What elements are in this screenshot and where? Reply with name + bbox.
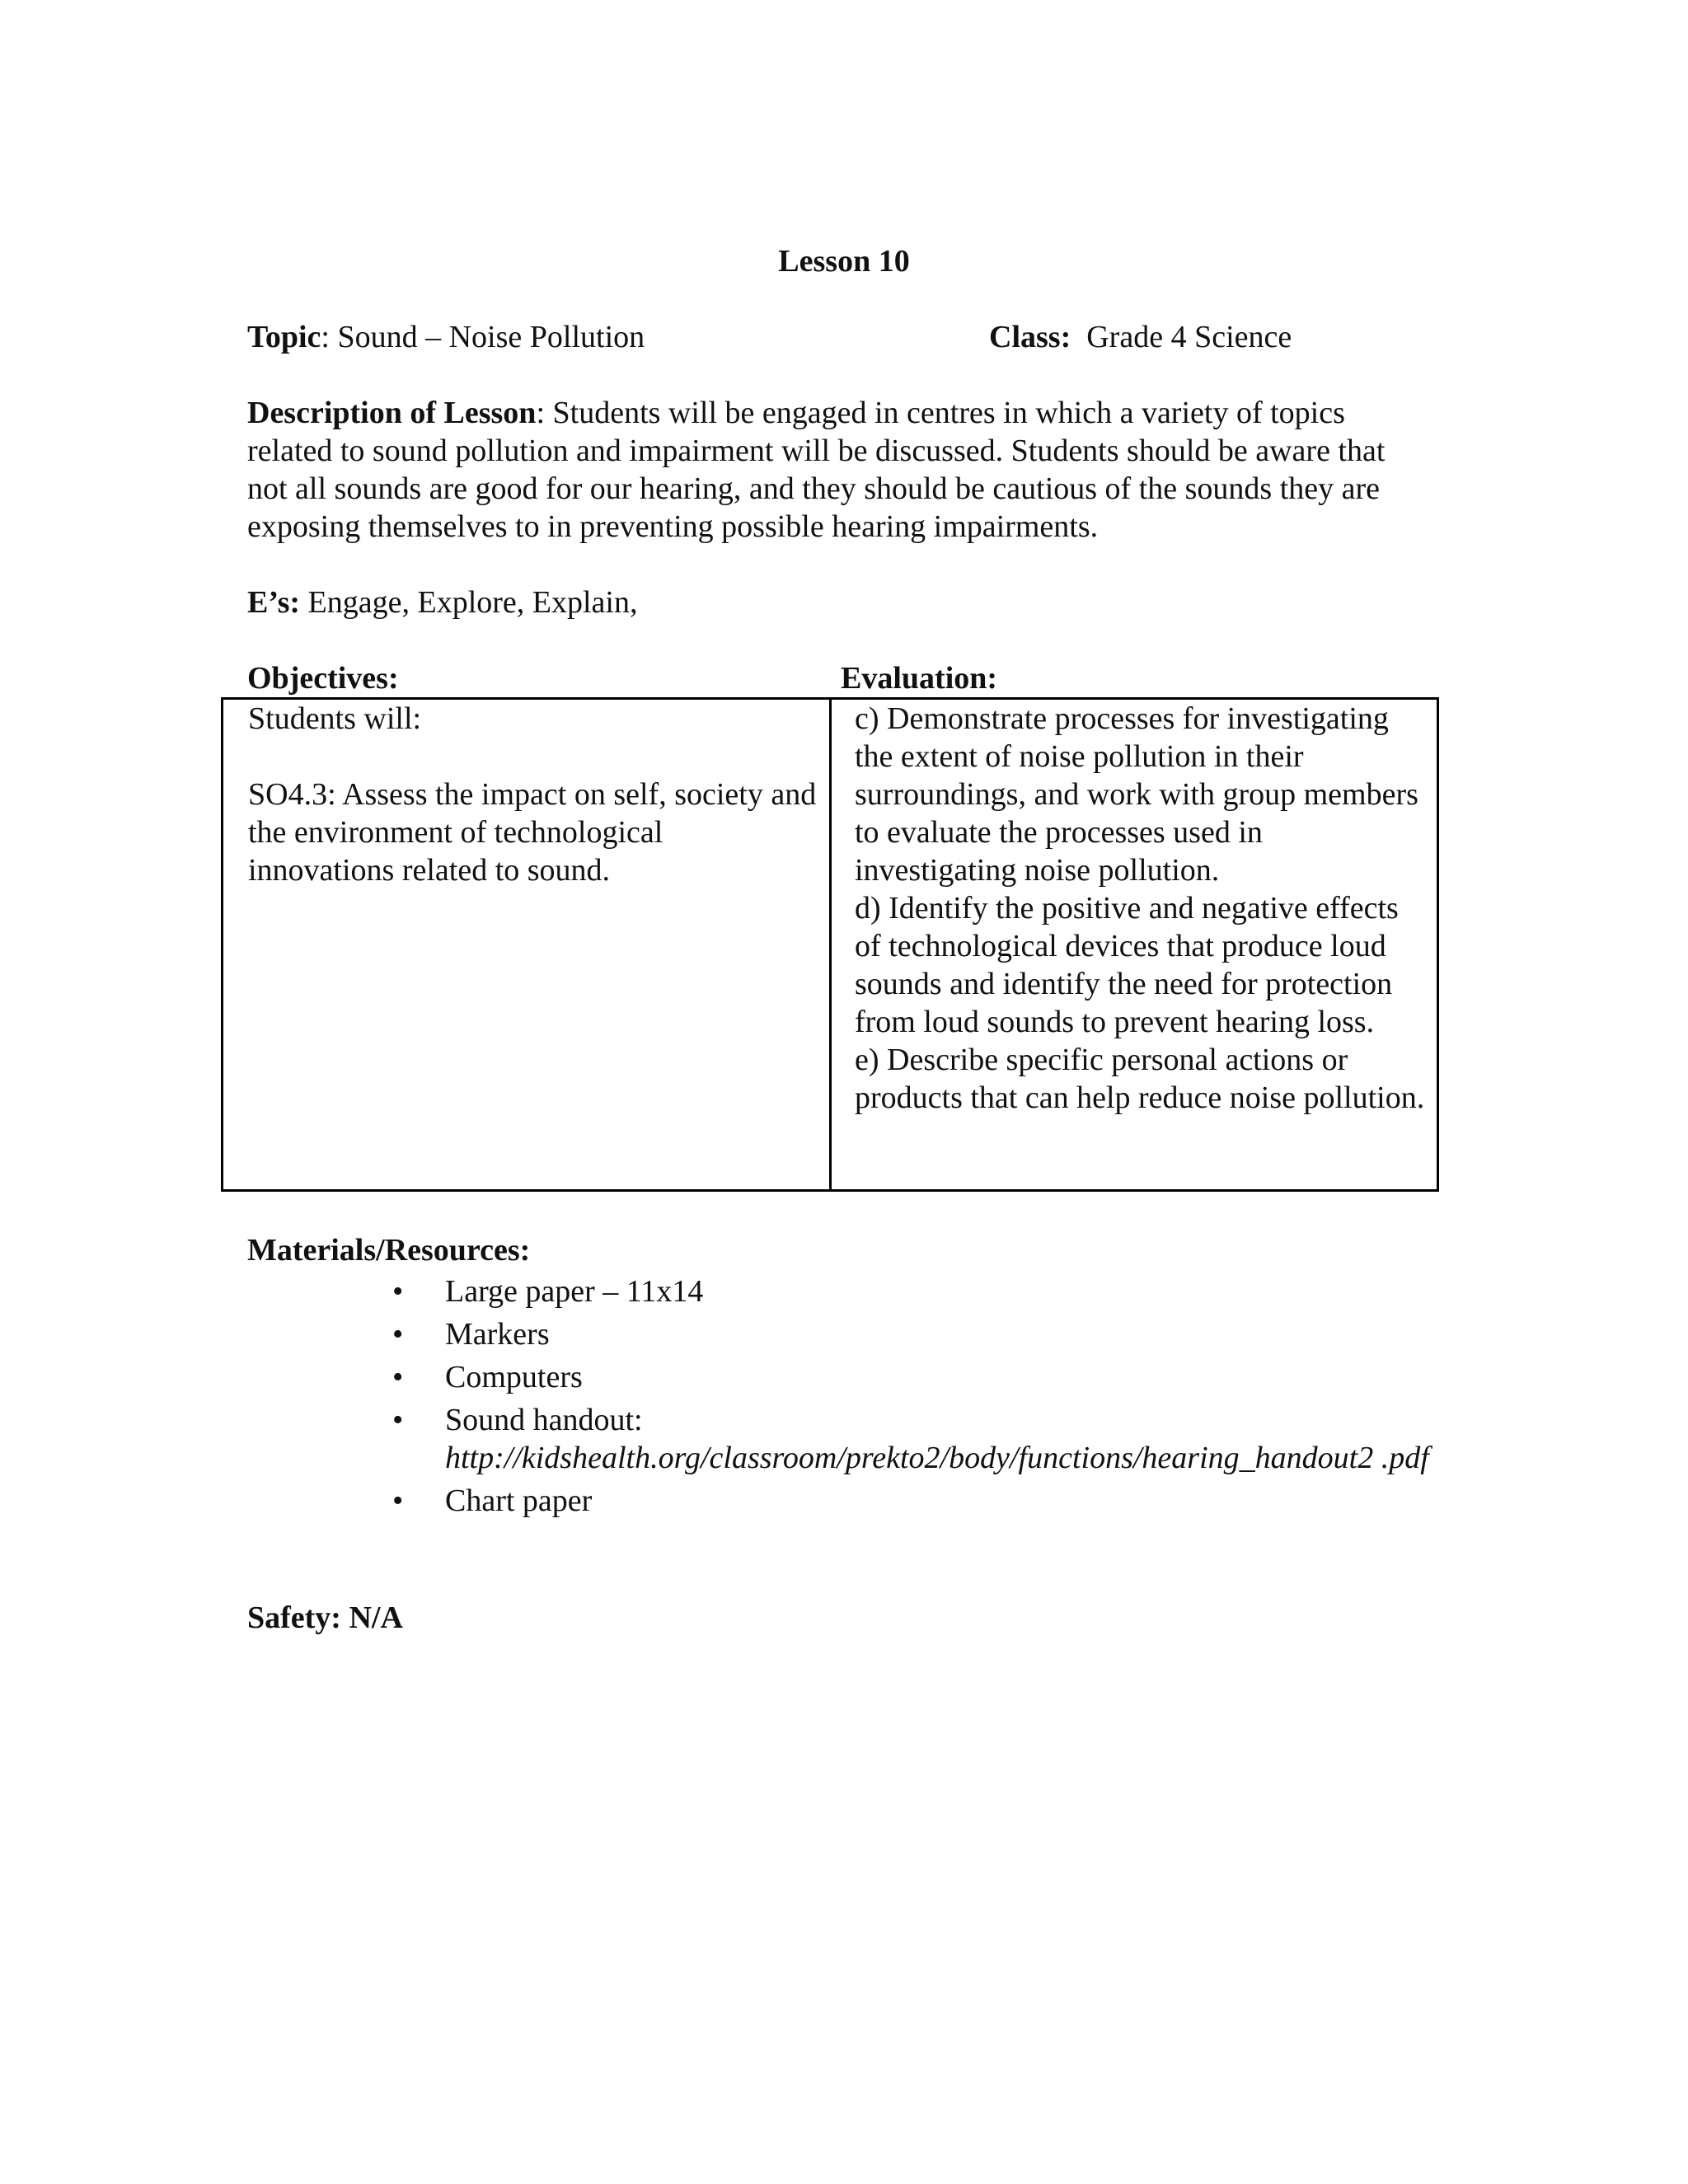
list-item xyxy=(247,1482,1442,1520)
class-value: Grade 4 Science xyxy=(1086,320,1292,354)
objectives-cell xyxy=(248,700,817,889)
es-value: Engage, Explore, Explain, xyxy=(307,585,638,620)
evaluation-item: e) Describe specific personal actions or products that can help reduce noise pollution. xyxy=(855,1043,1425,1115)
objectives-heading: Objectives: xyxy=(247,661,399,696)
table-divider xyxy=(829,700,832,1189)
evaluation-item: d) Identify the positive and negative effects of technological devices that produce loud sounds and identify the need for protection from loud sounds to prevent hearing loss. xyxy=(855,891,1399,1039)
es-label: E’s: xyxy=(247,585,301,620)
class-label: Class: xyxy=(989,320,1071,354)
bullet-icon: • xyxy=(392,1317,404,1352)
topic-line xyxy=(247,318,645,356)
evaluation-cell xyxy=(855,700,1432,1117)
lesson-title: Lesson 10 xyxy=(778,244,910,279)
description-text: : Students will be engaged in centres in which a variety of topics related to sound pollution and impairment will be discussed. Students should be aware that not all sounds are good for our hearing, and they should be cautious of the sounds they are exposing themselves to in preventing possible hearing impairments. xyxy=(247,396,1386,544)
list-item xyxy=(247,1401,1442,1477)
topic-label: Topic xyxy=(247,320,321,354)
bullet-icon: • xyxy=(392,1483,404,1518)
materials-list xyxy=(247,1272,1442,1525)
lesson-description xyxy=(247,394,1418,546)
es-line xyxy=(247,583,637,621)
bullet-icon: • xyxy=(392,1360,404,1394)
evaluation-heading: Evaluation: xyxy=(841,661,998,696)
topic-value: : Sound – Noise Pollution xyxy=(321,320,645,354)
objective-item: SO4.3: Assess the impact on self, society and the environment of technological innovations related to sound. xyxy=(248,777,817,888)
objectives-intro: Students will: xyxy=(248,701,422,736)
list-item xyxy=(247,1272,1442,1310)
list-item xyxy=(247,1315,1442,1353)
objectives-evaluation-table xyxy=(221,697,1439,1192)
bullet-icon: • xyxy=(392,1403,404,1437)
material-label: Markers xyxy=(445,1317,550,1352)
evaluation-item: c) Demonstrate processes for investigating the extent of noise pollution in their surroundings, and work with group members to evaluate the processes used in investigating noise pollution. xyxy=(855,701,1418,888)
list-item xyxy=(247,1358,1442,1396)
material-label: Sound handout: xyxy=(445,1403,643,1437)
class-line xyxy=(989,318,1292,356)
bullet-icon: • xyxy=(392,1274,404,1309)
description-label: Description of Lesson xyxy=(247,396,537,430)
spacer xyxy=(248,738,817,776)
materials-heading: Materials/Resources: xyxy=(247,1233,531,1268)
material-label: Computers xyxy=(445,1360,583,1394)
safety-line: Safety: N/A xyxy=(247,1601,403,1635)
material-label: Large paper – 11x14 xyxy=(445,1274,704,1309)
handout-link[interactable]: http://kidshealth.org/classroom/prekto2/body/functions/hearing_handout2 .pdf xyxy=(445,1441,1429,1475)
material-label: Chart paper xyxy=(445,1483,593,1518)
